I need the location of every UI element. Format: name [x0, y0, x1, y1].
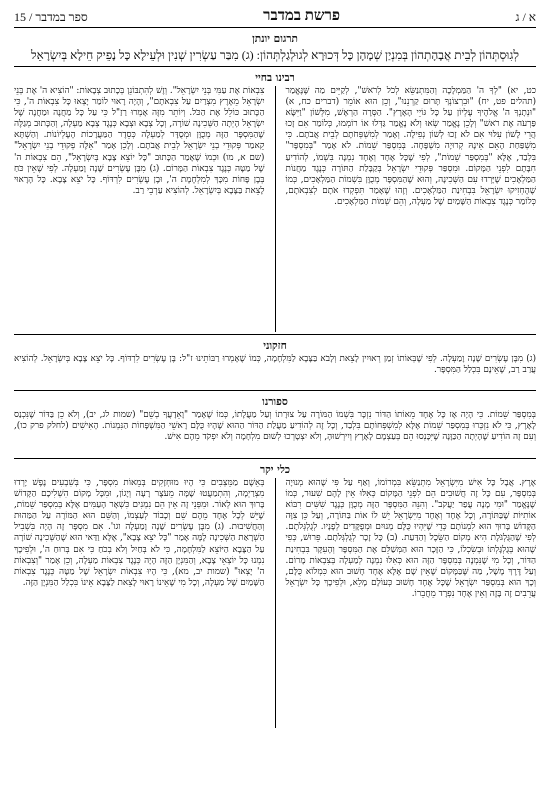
sforno-section [14, 396, 536, 456]
divider [14, 390, 536, 391]
divider [14, 334, 536, 335]
sforno-title: ספורנו [262, 396, 288, 408]
chizkuni-section [14, 340, 536, 388]
book-page-label: ספר במדבר / 15 [14, 10, 88, 24]
kli-yakar-right-column: אֶרֶץ. אֲבָל כָּל אִישׁ מִיִּשְׂרָאֵל מִתְנַשֵּׂא בִּמְרוֹמוֹ, וְאַף עַל פִּי שֶׁהוּא מְנוּיָה בְּמִסְפָּר, עִם כָּל זֶה חֲשׁוּבִים הֵם לִפְנֵי הַמָּקוֹם כְּאִלּוּ אֵין לָהֶם שִׁעוּר, כְּמוֹ שֶׁנֶּאֱמַר "וּמִי מָנָה עֲפַר יַעֲקֹב". וְהִנֵּה הַמִּסְפָּר הַזֶּה מְכֻוָּן כְּנֶגֶד שִׁשִּׁים רִבּוֹא אוֹתִיּוֹת שֶׁבַּתּוֹרָה, וְכָל אֶחָד וְאֶחָד מִיִּשְׂרָאֵל יֵשׁ לוֹ אוֹת בַּתּוֹרָה, וְעַל כֵּן צִוָּה הַקָּדוֹשׁ בָּרוּךְ הוּא לִמְנוֹתָם כְּדֵי שֶׁיִּהְיוּ כֻּלָּם מְנוּיִם וּמְפֻקָּדִים לְפָנָיו. לְגֻלְגְּלֹתָם. לְפִי שֶׁהַגֻּלְגֹּלֶת הִיא מְקוֹם הַשֵּׂכֶל וְהַדַּעַת. (ב) כָּל זָכָר לְגֻלְגְּלֹתָם. פֵּרוּשׁ, כְּפִי שֶׁהוּא בְּגֻלְגָּלְתּוֹ וּבְשִׂכְלוֹ, כִּי הַזָּכָר הוּא הַמְּשַׁלֵּם אֶת הַמִּסְפָּר וְהָעִקָּר בִּבְחִינַת הַדּוֹר, וְכָל מִי שֶׁנִּמְנֶה בְּמִסְפָּר הַזֶּה הוּא כְּאִלּוּ נִמְנָה לְמַעְלָה בְּצִבְאוֹת מָרוֹם. וְעַל דֶּרֶךְ מָשָׁל, מַה שֶּׁבַּמָּקוֹם שֶׁאֵין שָׁם אֶלָּא אֶחָד חָשׁוּב הוּא כִּמְלוֹא כֻּלָּם, וְכָךְ הוּא בְּמִסְפַּר יִשְׂרָאֵל שֶׁכָּל אֶחָד חָשׁוּב כְּעוֹלָם מָלֵא, וּלְפִיכָךְ כָּל יִשְׂרָאֵל עֲרֵבִים זֶה בָּזֶה וְאֵין אֶחָד נִפְרָד מֵחֲבֵרוֹ. [285, 478, 536, 599]
divider [14, 458, 536, 459]
kli-yakar-section [14, 464, 536, 728]
page-header [14, 8, 536, 28]
kli-yakar-left-column: בְּאֵשֶׁם מַמֵּצְבִים כִּי הָיוּ מוּחְזָקִים בְּמֵאוֹת מִסְפָּר, כִּי בְּשִׁבְעִים נֶפֶשׁ יָרְדוּ מִצְרַיְמָה, וְהִתְמַעֲטוּ שָׁמָּה מֵעֹצֶר רָעָה וְיָגוֹן, וּמִכָּל מָקוֹם הִשְׁלִיכָם הַקָּדוֹשׁ בָּרוּךְ הוּא לְאוֹר. וּמִפְּנֵי זֶה אֵין הֵם נִמְנִים כִּשְׁאָר הָעַמִּים אֶלָּא בְּמִסְפַּר שֵׁמוֹת, שֶׁיֵּשׁ לְכָל אֶחָד מֵהֶם שֵׁם וְכָבוֹד לְעַצְמוֹ, וְהַשֵּׁם הוּא הַמּוֹרֶה עַל הַמַּהוּת וְהַחֲשִׁיבוּת. (ג) מִבֶּן עֶשְׂרִים שָׁנָה וָמַעְלָה וגו'. אִם מִסְפָּר זֶה הָיָה בִּשְׁבִיל הַשְׁרָאַת הַשְּׁכִינָה לָמָּה אָמַר "כָּל יֹצֵא צָבָא", אֶלָּא וַדַּאי הוּא שֶׁהַשְּׁכִינָה שׁוֹרָה עַל הַצָּבָא הַיּוֹצֵא לַמִּלְחָמָה, כִּי לֹא בְּחַיִל וְלֹא בְכֹחַ כִּי אִם בְּרוּחַ ה', וּלְפִיכָךְ נִמְנוּ כָּל יוֹצְאֵי צָבָא, וְהַמִּנְיָן הַזֶּה הָיָה כְּנֶגֶד צִבְאוֹת מַעְלָה, וְכֵן אָמַר "וְצִבְאוֹת ה' יָצְאוּ" (שמות יב, מא), כִּי הָיוּ צִבְאוֹת יִשְׂרָאֵל שֶׁל מַטָּה כְּנֶגֶד צִבְאוֹת הַשָּׁמַיִם שֶׁל מַעְלָה, וְכָל מִי שֶׁאֵינוֹ רָאוּי לָצֵאת לַצָּבָא אֵינוֹ בִּכְלַל הַמִּנְיָן הַזֶּה. [14, 478, 265, 588]
sforno-text: בְּמִסְפַּר שֵׁמוֹת. כִּי הָיָה אָז כָּל אֶחָד מֵאוֹתוֹ הַדּוֹר נִזְכָּר בִּשְׁמוֹ הַמּוֹרֶה עַל צוּרָתוֹ וְעַל מַעֲלָתוֹ, כְּמוֹ שֶׁאָמַר "וָאֵדָעֲךָ בְשֵׁם" (שמות לג, יב), וְלֹא כֵן בַּדּוֹר שֶׁנִּכְנַס לָאָרֶץ, כִּי לֹא נִזְכְּרוּ בְּמִסְפַּר שֵׁמוֹת אֶלָּא לְמִשְׁפְּחוֹתָם בִּלְבַד, וְכָל זֶה לְהוֹדִיעַ מַעֲלַת הַדּוֹר הַהוּא שֶׁהָיוּ כֻּלָּם רָאשֵׁי הַמִּשְׁפָּחוֹת הַנִּמְנוֹת. הָאִישִׁים (לחלק פרק כו), וְעִם זֶה הוֹדִיעַ שֶׁהָיְתָה הַכַּוָּנָה שֶׁיִּכָּנְסוּ הֵם בְּעַצְמָם לָאָרֶץ וְיִירְשׁוּהָ, וְלֹא יִצְטָרְכוּ לְשׁוּם מִלְחָמָה וְלֹא יִפְקֹד מֵהֶם אִישׁ. [14, 410, 536, 443]
rabbeinu-bachya-section [14, 72, 536, 332]
targum-section [14, 33, 536, 63]
rabbeinu-bachya-right-column: כט, יא) "לְךָ ה' הַמַּמְלָכָה וְהַמִּתְנַשֵּׂא לְכֹל לְרֹאשׁ", לְקַיֵּים מַה שֶּׁנֶּאֱמַר (תהלים פט, יח) "וּבִרְצוֹנְךָ תָּרוּם קַרְנֵנוּ", וְכֵן הוּא אוֹמֵר (דברים כח, א) "וּנְתָנְךָ ה' אֱלֹהֶיךָ עֶלְיוֹן עַל כָּל גּוֹיֵי הָאָרֶץ". הַסְּרָה הַרְאָשׁ, מִלְּשׁוֹן "וַיִּשָּׂא פַּרְעֹה אֶת רֹאשׁ" וְלָכֵן נֶאֱמַר שְׂאוּ וְלֹא נֶאֱמַר גַּדְּלוּ אוֹ רוֹמְמוּ, כְּלוֹמַר אִם זָכוּ הֲרֵי לָשׁוֹן עִלּוּי אִם לֹא זָכוּ לְשׁוֹן נְפִילָה. וְאָמַר לְמִשְׁפְּחֹתָם לְבֵית אֲבֹתָם. כִּי מִשְׁפַּחַת הָאֵם אֵינָהּ קְרוּיָה מִשְׁפָּחָה. בְּמִסְפַּר שֵׁמוֹת. לֹא אָמַר "בְּמִסְפָּר" בִּלְבַד, אֶלָּא "בְּמִסְפַּר שֵׁמוֹת", לְפִי שֶׁכָּל אֶחָד וְאֶחָד נִמְנָה בִּשְׁמוֹ, לְהוֹדִיעַ חִבָּתָם לִפְנֵי הַמָּקוֹם. וּמִסְפַּר פְּקוּדֵי יִשְׂרָאֵל בְּקַבָּלַת הַתּוֹרָה כְּנֶגֶד מַחֲנוֹת הַמַּלְאָכִים שֶׁיָּרְדוּ עִם הַשְּׁכִינָה, וְהוּא שֶׁהַמִּסְפָּר מְכֻוָּן בִּשְׁמוֹת הַמַּלְאָכִים, כְּמוֹ שֶׁהֶחְזִיקוּ יִשְׂרָאֵל בִּבְחִינַת הַמַּלְאָכִים. וְזֶהוּ שֶׁאָמַר תִּפְקְדוּ אֹתָם לְצִבְאֹתָם, כְּלוֹמַר כְּנֶגֶד צִבְאוֹת הַשָּׁמַיִם שֶׁל מַעְלָה, וְהֵם שְׁמוֹת הַמַּלְאָכִים. [285, 86, 536, 207]
chizkuni-title: חזקוני [263, 340, 287, 352]
kli-yakar-title: כלי יקר [260, 464, 290, 476]
divider [14, 66, 536, 67]
chapter-verse-label: א / ג [515, 10, 536, 24]
chizkuni-text: (ג) מִבֶּן עֶשְׂרִים שָׁנָה וָמַעְלָה. לְפִי שֶׁבְּאוֹתוֹ זְמַן רְאוּיִין לָצֵאת וְלָבֹא בַּצָּבָא לַמִּלְחָמָה, כְּמוֹ שֶׁאָמְרוּ רַבּוֹתֵינוּ ז"ל: בֶּן עֶשְׂרִים לִרְדּוֹף. כָּל יֹצֵא צָבָא בְּיִשְׂרָאֵל. לְהוֹצִיא עֲרַב רַב, שֶׁאֵינָם בִּכְלַל הַמִּסְפָּר. [14, 354, 536, 376]
portion-title: פרשת במדבר [263, 8, 341, 24]
targum-text: לְגִוּסְתְּהוֹן לְבֵית אֲבָהָתְהוֹן בְּמִנְיַן שְׁמָהָן כָּל דְּכוּרָא לְגוּלְגַלְתְּהוֹן: (ג) מִבַּר עַשְׂרִין שְׁנִין וּלְעֵילָא כָּל נָפֵיק חֵילָא בְּיִשְׂרָאֵל [31, 48, 519, 62]
rabbeinu-bachya-left-column: צִבְאוֹת אֶת עַמִּי בְּנֵי יִשְׂרָאֵל". וְזֶשׁ לְהִתְבּוֹנֵן בְּכָתוּב צְבָאוֹת: "הוֹצִיא ה' אֶת בְּנֵי יִשְׂרָאֵל מֵאֶרֶץ מִצְרַיִם עַל צִבְאֹתָם", וְהָיָה רָאוּי לוֹמַר יָצְאוּ כָּל צִבְאוֹת ה', כִּי הַכָּתוּב כּוֹלֵל אֶת הַכֹּל. וְיוֹתֵר מִזֶּה אָמְרוּ רַזַ"ל כִּי עַל כָּל מַחֲנֶה וּמַחֲנֶה שֶׁל יִשְׂרָאֵל הָיְתָה הַשְּׁכִינָה שׁוֹרָה, וְכָל צְבָא וּצְבָא כְּנֶגֶד צְבָא מַעְלָה, וְהַכָּתוּב מְגַלֶּה שֶׁהַמִּסְפָּר הַזֶּה מְכֻוָּן וּמְסֻדָּר לְמַעְלָה כְּסֵדֶר הַמַּעֲרָכוֹת הָעֶלְיוֹנוֹת. וְהַשְׁתָּא קֵאמַר פְּקוּדֵי בְנֵי יִשְׂרָאֵל לְבֵית אֲבֹתָם. וְלָכֵן אָמַר "אֵלֶּה פְקוּדֵי בְנֵי יִשְׂרָאֵל" (שם א, מו) וּכְמוֹ שֶׁאָמַר הַכָּתוּב "כָּל יוֹצֵא צָבָא בְּיִשְׂרָאֵל", הֵם צִבְאוֹת ה' שֶׁל מַטָּה כְּנֶגֶד צִבְאוֹת הַמָּרוֹם. (ג) מִבֶּן עֶשְׂרִים שָׁנָה וָמַעְלָה. לְפִי שֶׁאֵין כֹּחַ בְּבֶן פָּחוֹת מִכָּךְ לְמִלְחֶמֶת ה', וּבֶן עֶשְׂרִים לִרְדּוֹף. כָּל יֹצֵא צָבָא. כָּל הָרָאוּי לָצֵאת בַּצָּבָא בְּיִשְׂרָאֵל. לְהוֹצִיא עַרְבֵי רַב. [14, 86, 265, 196]
column-divider [275, 478, 276, 728]
targum-title: תרגום יונתן [252, 33, 298, 45]
rabbeinu-bachya-title: רבינו בחיי [255, 72, 295, 84]
column-divider [275, 86, 276, 332]
